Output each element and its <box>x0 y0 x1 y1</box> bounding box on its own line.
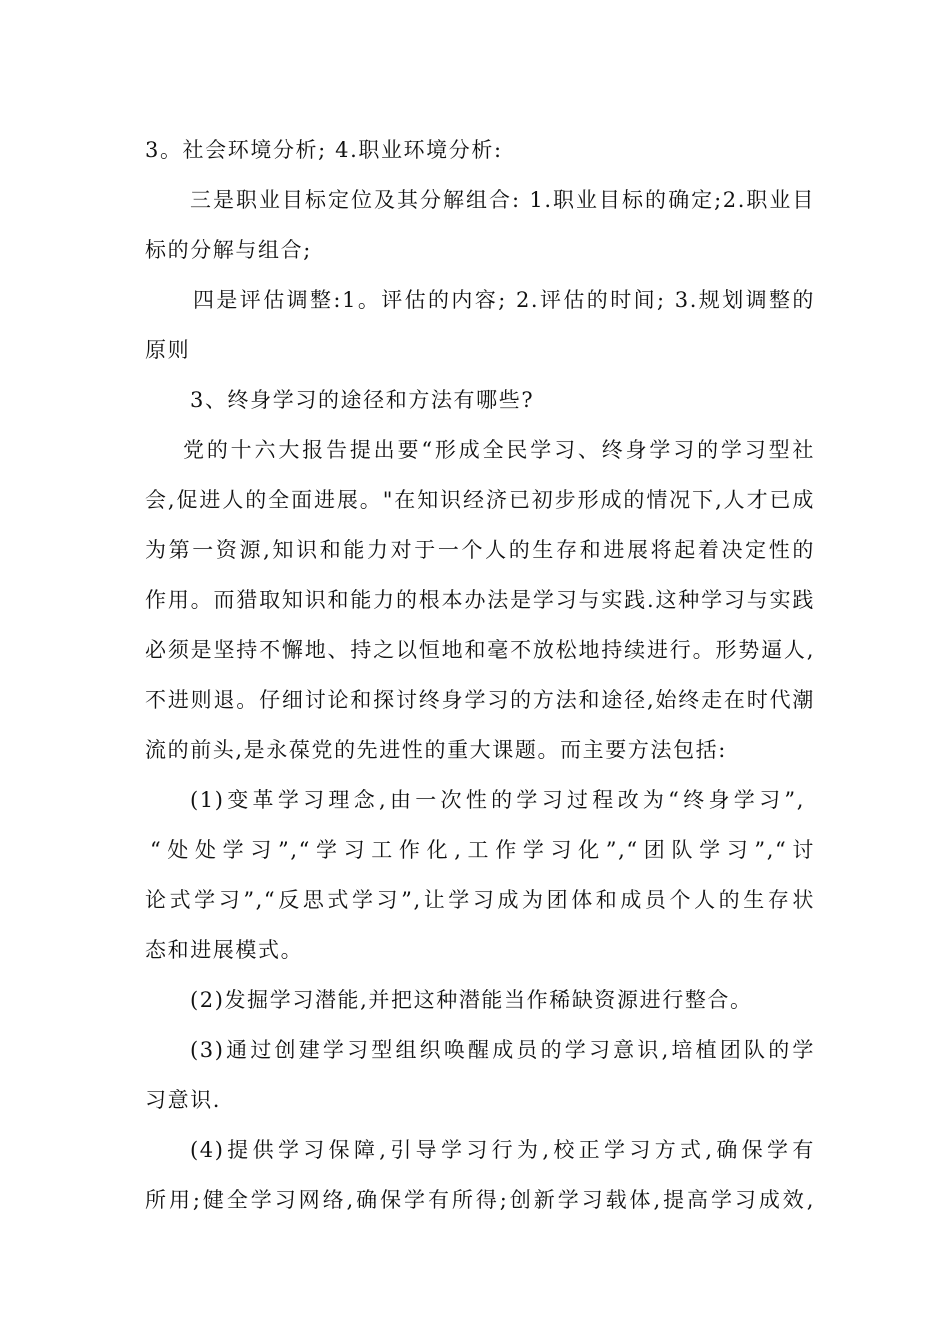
text-line-12: 不进则退。仔细讨论和探讨终身学习的方法和途径,始终走在时代潮 <box>145 688 815 712</box>
question-heading: 3、终身学习的途径和方法有哪些? <box>190 388 535 412</box>
text-line-4: 四是评估调整:1。评估的内容; 2.评估的时间; 3.规划调整的 <box>193 288 815 312</box>
text-line-7: 党的十六大报告提出要“形成全民学习、终身学习的学习型社 <box>183 438 815 462</box>
list-item-4-line-2: 所用;健全学习网络,确保学有所得;创新学习载体,提高学习成效, <box>145 1188 815 1212</box>
text-line-13: 流的前头,是永葆党的先进性的重大课题。而主要方法包括: <box>145 738 727 762</box>
text-line-1: 3。社会环境分析; 4.职业环境分析: <box>145 138 503 162</box>
text-line-8: 会,促进人的全面进展。"在知识经济已初步形成的情况下,人才已成 <box>145 488 815 512</box>
list-item-1-line-4: 态和进展模式。 <box>145 938 304 962</box>
text-line-2: 三是职业目标定位及其分解组合: 1.职业目标的确定;2.职业目 <box>190 188 815 212</box>
list-item-1-line-2: “处处学习”,“学习工作化,工作学习化”,“团队学习”,“讨 <box>150 838 815 862</box>
list-item-3-line-2: 习意识. <box>145 1088 222 1112</box>
list-item-1-line-1: (1)变革学习理念,由一次性的学习过程改为“终身学习”, <box>190 788 805 812</box>
list-item-2: (2)发掘学习潜能,并把这种潜能当作稀缺资源进行整合。 <box>190 988 753 1012</box>
list-item-3-line-1: (3)通过创建学习型组织唤醒成员的学习意识,培植团队的学 <box>190 1038 815 1062</box>
text-line-10: 作用。而猎取知识和能力的根本办法是学习与实践.这种学习与实践 <box>145 588 815 612</box>
text-line-5: 原则 <box>145 338 191 362</box>
list-item-1-line-3: 论式学习”,“反思式学习”,让学习成为团体和成员个人的生存状 <box>145 888 815 912</box>
text-line-11: 必须是坚持不懈地、持之以恒地和毫不放松地持续进行。形势逼人, <box>145 638 815 662</box>
text-line-3: 标的分解与组合; <box>145 238 312 262</box>
text-line-9: 为第一资源,知识和能力对于一个人的生存和进展将起着决定性的 <box>145 538 815 562</box>
list-item-4-line-1: (4)提供学习保障,引导学习行为,校正学习方式,确保学有 <box>190 1138 815 1162</box>
